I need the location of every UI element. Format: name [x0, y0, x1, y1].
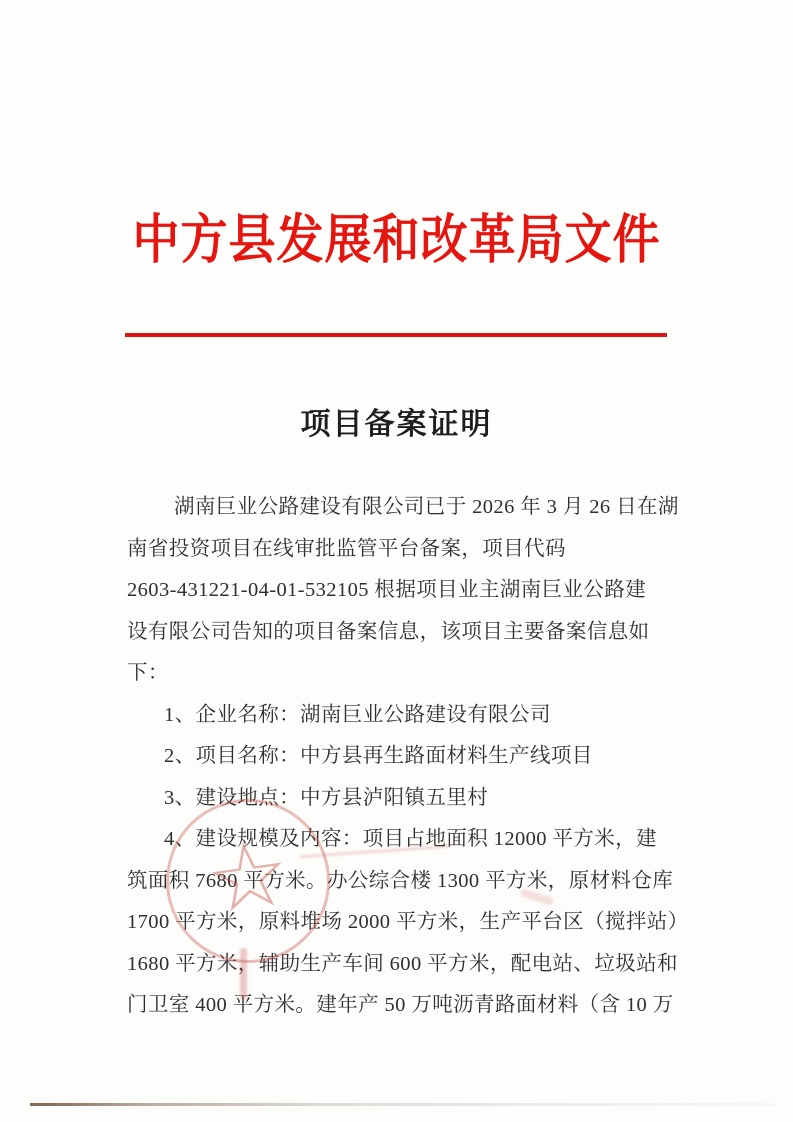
body-line: 湖南巨业公路建设有限公司已于 2026 年 3 月 26 日在湖: [174, 496, 679, 518]
seal-star-icon: ☆: [199, 818, 297, 936]
body-line: 门卫室 400 平方米。建年产 50 万吨沥青路面材料（含 10 万: [127, 994, 674, 1016]
body-line: 南省投资项目在线审批监管平台备案，项目代码: [127, 537, 566, 560]
document-body: [127, 487, 687, 1027]
body-line-item-3: 3、建设地点：中方县泸阳镇五里村: [164, 786, 489, 809]
red-divider-line: [125, 333, 667, 337]
body-line: 1680 平方米，辅助生产车间 600 平方米，配电站、垃圾站和: [127, 952, 678, 975]
seal-ink-smudge: [240, 948, 247, 1000]
body-line: 设有限公司告知的项目备案信息，该项目主要备案信息如: [127, 620, 650, 643]
scan-edge-artifact: [30, 1103, 775, 1106]
body-line: 2603-431221-04-01-532105 根据项目业主湖南巨业公路建: [127, 579, 647, 601]
body-line-item-1: 1、企业名称：湖南巨业公路建设有限公司: [164, 703, 551, 726]
body-line-item-2: 2、项目名称：中方县再生路面材料生产线项目: [164, 745, 593, 767]
body-line: 1700 平方米，原料堆场 2000 平方米，生产平台区（搅拌站）: [127, 911, 689, 933]
document-subject-title: 项目备案证明: [300, 408, 493, 441]
body-line: 下：: [127, 662, 169, 684]
agency-document-header: 中方县发展和改革局文件: [132, 211, 661, 270]
body-line: 筑面积 7680 平方米。办公综合楼 1300 平方米，原材料仓库: [127, 869, 674, 892]
body-line-item-4: 4、建设规模及内容：项目占地面积 12000 平方米，建: [164, 828, 657, 850]
